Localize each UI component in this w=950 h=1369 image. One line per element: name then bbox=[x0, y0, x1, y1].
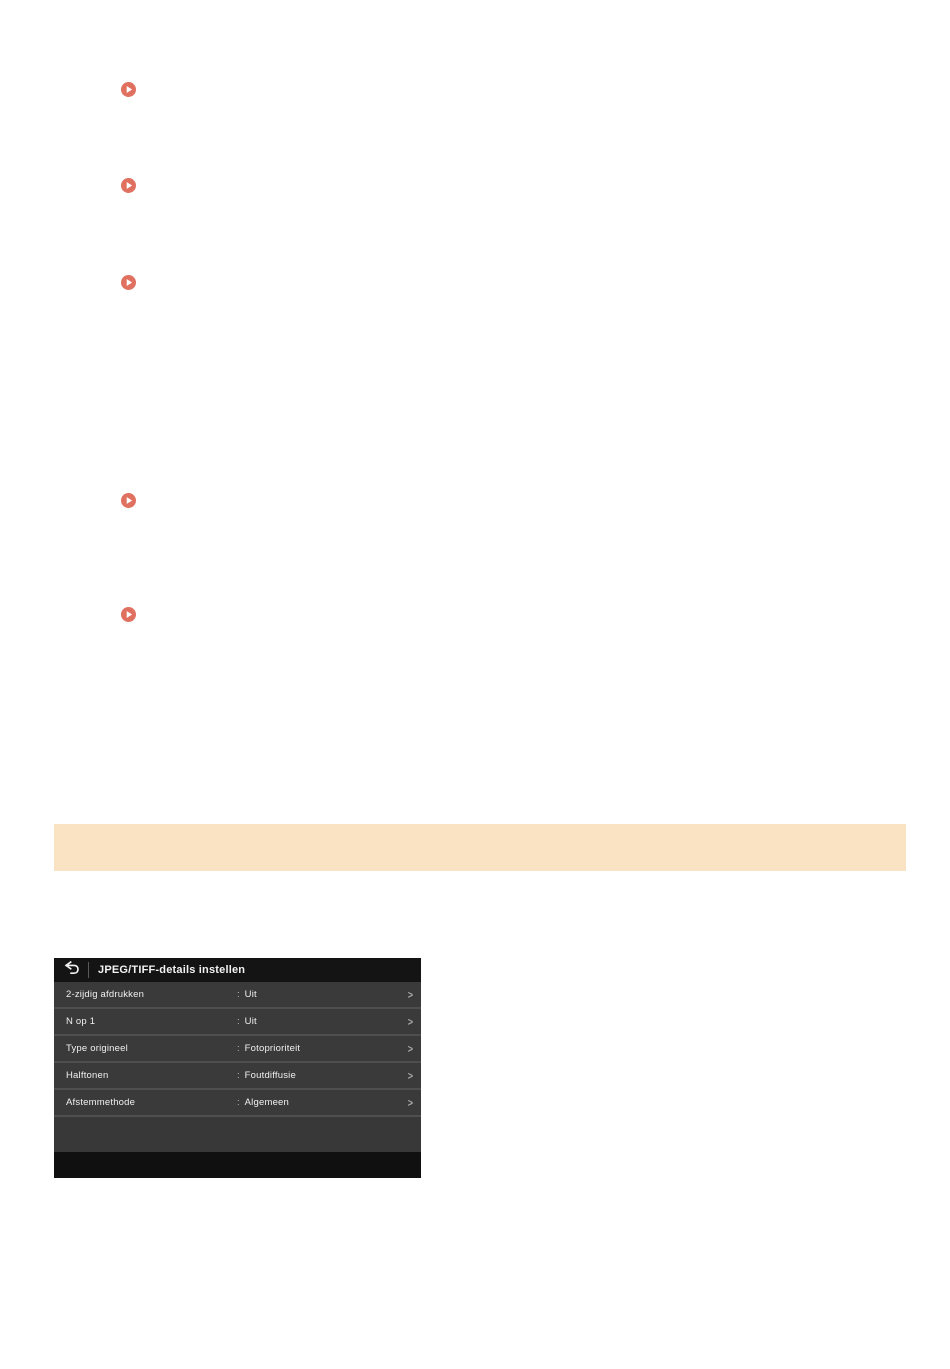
row-value-group bbox=[237, 1016, 257, 1027]
row-value-group bbox=[237, 1043, 300, 1054]
play-icon[interactable] bbox=[121, 493, 136, 508]
panel-title: JPEG/TIFF-details instellen bbox=[98, 964, 246, 976]
row-label: 2-zijdig afdrukken bbox=[66, 989, 145, 1000]
row-value-group bbox=[237, 989, 257, 1000]
panel-empty-area bbox=[54, 1117, 421, 1152]
row-colon: : bbox=[237, 989, 240, 1000]
menu-row-2-zijdig-afdrukken[interactable] bbox=[54, 982, 421, 1009]
row-colon: : bbox=[237, 1016, 240, 1027]
play-icon[interactable] bbox=[121, 178, 136, 193]
row-label: N op 1 bbox=[66, 1016, 96, 1027]
back-button[interactable] bbox=[54, 958, 88, 982]
panel-header bbox=[54, 958, 421, 982]
row-value-group bbox=[237, 1097, 289, 1108]
chevron-right-icon: > bbox=[407, 1096, 413, 1109]
row-label: Type origineel bbox=[66, 1043, 128, 1054]
chevron-right-icon: > bbox=[407, 1015, 413, 1028]
back-arrow-icon bbox=[63, 960, 80, 980]
section-heading-band bbox=[54, 824, 906, 871]
chevron-right-icon: > bbox=[407, 1042, 413, 1055]
row-colon: : bbox=[237, 1043, 240, 1054]
panel-footer-bar bbox=[54, 1152, 421, 1178]
menu-row-type-origineel[interactable] bbox=[54, 1036, 421, 1063]
play-icon[interactable] bbox=[121, 82, 136, 97]
menu-row-halftonen[interactable] bbox=[54, 1063, 421, 1090]
device-settings-panel bbox=[54, 958, 421, 1178]
row-label: Afstemmethode bbox=[66, 1097, 136, 1108]
play-icon[interactable] bbox=[121, 607, 136, 622]
chevron-right-icon: > bbox=[407, 988, 413, 1001]
menu-row-afstemmethode[interactable] bbox=[54, 1090, 421, 1117]
play-icon[interactable] bbox=[121, 275, 136, 290]
menu-rows bbox=[54, 982, 421, 1117]
row-value: Uit bbox=[244, 989, 257, 1000]
row-value: Algemeen bbox=[244, 1097, 290, 1108]
row-value: Uit bbox=[244, 1016, 257, 1027]
row-value: Fotoprioriteit bbox=[244, 1043, 301, 1054]
row-colon: : bbox=[237, 1097, 240, 1108]
row-label: Halftonen bbox=[66, 1070, 109, 1081]
row-value-group bbox=[237, 1070, 296, 1081]
row-colon: : bbox=[237, 1070, 240, 1081]
chevron-right-icon: > bbox=[407, 1069, 413, 1082]
row-value: Foutdiffusie bbox=[244, 1070, 296, 1081]
menu-row-n-op-1[interactable] bbox=[54, 1009, 421, 1036]
